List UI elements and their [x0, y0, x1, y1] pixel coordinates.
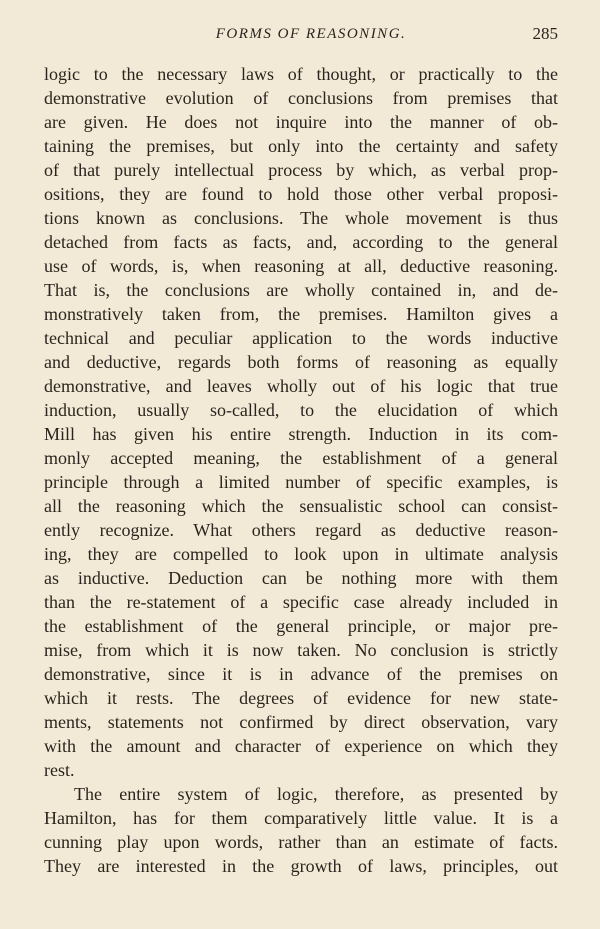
text-line: which it rests. The degrees of evidence for new state-	[44, 688, 558, 708]
text-line: principle through a limited number of specific examples, is	[44, 472, 558, 492]
text-line: monstratively taken from, the premises. Hamilton gives a	[44, 304, 558, 324]
text-line: ositions, they are found to hold those other verbal proposi-	[44, 184, 558, 204]
text-line: as inductive. Deduction can be nothing more with them	[44, 568, 558, 588]
text-line: the establishment of the general principle, or major pre-	[44, 616, 558, 636]
page-header	[44, 24, 558, 48]
text-line: demonstrative evolution of conclusions from premises that	[44, 88, 558, 108]
text-line: induction, usually so-called, to the elucidation of which	[44, 400, 558, 420]
text-line: detached from facts as facts, and, according to the general	[44, 232, 558, 252]
text-line: than the re-statement of a specific case already included in	[44, 592, 558, 612]
text-line: cunning play upon words, rather than an estimate of facts.	[44, 832, 558, 852]
text-line: taining the premises, but only into the certainty and safety	[44, 136, 558, 156]
text-line: demonstrative, since it is in advance of the premises on	[44, 664, 558, 684]
text-line: rest.	[44, 760, 75, 780]
text-line: Hamilton, has for them comparatively little value. It is a	[44, 808, 558, 828]
text-line: mise, from which it is now taken. No conclusion is strictly	[44, 640, 558, 660]
text-line: are given. He does not inquire into the manner of ob-	[44, 112, 558, 132]
text-line: ently recognize. What others regard as deductive reason-	[44, 520, 558, 540]
text-line: They are interested in the growth of laws, principles, out	[44, 856, 558, 876]
text-line: tions known as conclusions. The whole movement is thus	[44, 208, 558, 228]
text-line: Mill has given his entire strength. Induction in its com-	[44, 424, 558, 444]
running-title: FORMS OF REASONING.	[215, 26, 407, 42]
text-line: That is, the conclusions are wholly contained in, and de-	[44, 280, 558, 300]
page-number: 285	[532, 24, 558, 43]
text-line: ments, statements not confirmed by direct observation, vary	[44, 712, 558, 732]
text-line: of that purely intellectual process by which, as verbal prop-	[44, 160, 558, 180]
text-line: logic to the necessary laws of thought, or practically to the	[44, 64, 558, 84]
text-line: with the amount and character of experience on which they	[44, 736, 558, 756]
text-line: monly accepted meaning, the establishment of a general	[44, 448, 558, 468]
text-line: use of words, is, when reasoning at all, deductive reasoning.	[44, 256, 558, 276]
text-line: The entire system of logic, therefore, as presented by	[74, 784, 558, 804]
text-line: technical and peculiar application to the words inductive	[44, 328, 558, 348]
text-line: all the reasoning which the sensualistic school can consist-	[44, 496, 558, 516]
page-body-text	[44, 62, 558, 878]
text-line: ing, they are compelled to look upon in ultimate analysis	[44, 544, 558, 564]
text-line: demonstrative, and leaves wholly out of his logic that true	[44, 376, 558, 396]
text-line: and deductive, regards both forms of reasoning as equally	[44, 352, 558, 372]
